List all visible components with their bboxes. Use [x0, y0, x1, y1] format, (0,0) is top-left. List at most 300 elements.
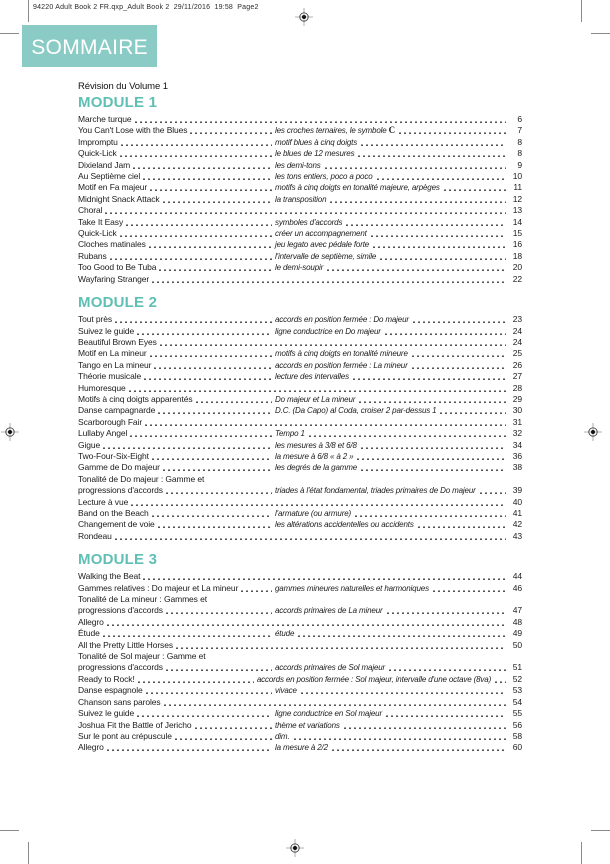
toc-entry-title: Ready to Rock!: [78, 673, 135, 684]
toc-row: [78, 440, 522, 451]
toc-entry-description: motif blues à cinq doigts: [275, 137, 358, 147]
toc-entry-head: [78, 674, 257, 685]
toc-entry-head: [78, 262, 275, 273]
toc-row: [78, 742, 522, 753]
toc-entry-description: ligne conductrice en Do majeur: [275, 326, 381, 336]
toc-row: [78, 497, 522, 508]
toc-entry-description: les mesures à 3/8 et 6/8: [275, 440, 357, 450]
toc-entry-page: 46: [512, 582, 522, 593]
toc-entry-page: 58: [512, 730, 522, 741]
toc-entry-title: Rubans: [78, 250, 107, 261]
leader-dots: [158, 526, 272, 529]
toc-entry-description: ligne conductrice en Sol majeur: [275, 709, 382, 719]
toc-entry-head: [78, 394, 275, 405]
toc-row: [78, 451, 522, 462]
leader-dots: [103, 635, 272, 638]
leader-dots: [175, 738, 272, 741]
toc-entry-page: 60: [512, 742, 522, 753]
toc-entry-title: Rondeau: [78, 530, 112, 541]
toc-row: [78, 314, 522, 325]
toc-row: [78, 531, 522, 542]
toc-entry-title: Walking the Beat: [78, 571, 141, 582]
module-heading: MODULE 1: [78, 94, 158, 111]
toc-row: [78, 239, 522, 250]
leader-dots: [154, 367, 272, 370]
toc-entry-description: les altérations accidentelles ou accidents: [275, 520, 414, 530]
toc-entry-page: 30: [512, 405, 522, 416]
leader-dots: [332, 749, 506, 752]
leader-dots: [480, 492, 506, 495]
leader-dots: [176, 647, 506, 650]
module-heading: MODULE 2: [78, 294, 158, 312]
crop-mark: [581, 842, 582, 864]
registration-mark-icon: [286, 839, 304, 857]
leader-dots: [107, 624, 506, 627]
toc-row: [78, 360, 522, 371]
toc-entry-page: 39: [512, 485, 522, 496]
toc-entry-page: 14: [512, 216, 522, 227]
toc-row: [78, 462, 522, 473]
toc-entry-head: [78, 326, 275, 337]
leader-dots: [357, 458, 506, 461]
leader-dots: [327, 269, 506, 272]
leader-dots: [413, 321, 506, 324]
leader-dots: [358, 155, 506, 158]
toc-entry-title: Beautiful Brown Eyes: [78, 336, 157, 347]
toc-entry-page: 42: [512, 519, 522, 530]
leader-dots: [158, 412, 272, 415]
leader-dots: [137, 333, 272, 336]
leader-dots: [115, 321, 272, 324]
toc-entry-description: accords en position fermée : Sol majeur, intervalle d'une octave (8va): [256, 674, 492, 684]
leader-dots: [130, 435, 272, 438]
leader-dots: [163, 201, 272, 204]
toc-row: [78, 383, 522, 394]
toc-entry-page: 25: [512, 348, 522, 359]
leader-dots: [377, 178, 507, 181]
toc-row: [78, 337, 522, 348]
toc-entry-head: [78, 451, 275, 462]
toc-entry-page: 13: [512, 205, 522, 216]
toc-entry-head: [78, 731, 275, 742]
toc-row: [78, 474, 522, 485]
toc-entry-description: créer un accompagnement: [275, 229, 367, 239]
toc-entry-title: Tonalité de La mineur : Gammes et: [78, 594, 207, 605]
leader-dots: [433, 590, 506, 593]
toc-entry-description: les degrés de la gamme: [275, 463, 358, 473]
toc-entry-title: Quick-Lick: [78, 228, 117, 239]
toc-entry-title: Théorie musicale: [78, 371, 142, 382]
toc-entry-page: 15: [512, 228, 522, 239]
leader-dots: [380, 258, 506, 261]
toc-entry-page: 12: [512, 193, 522, 204]
toc-entry-description: l'armature (ou armure): [275, 509, 352, 518]
toc-entry-description: accords primaires de La mineur: [275, 606, 383, 616]
leader-dots: [298, 635, 506, 638]
toc-entry-page: 27: [512, 371, 522, 382]
leader-dots: [440, 412, 506, 415]
leader-dots: [150, 189, 272, 192]
leader-dots: [355, 515, 506, 518]
toc-entry-description: thème et variations: [275, 720, 340, 730]
toc-entry-head: [78, 182, 275, 193]
crop-mark: [581, 0, 582, 22]
toc-entry-title: Midnight Snack Attack: [78, 193, 160, 204]
toc-entry-description: triades à l'état fondamental, triades primaires de Do majeur: [275, 486, 476, 496]
toc-entry-description: le demi-soupir: [275, 263, 324, 273]
leader-dots: [129, 390, 506, 393]
toc-entry-head: [78, 519, 275, 530]
toc-row: [78, 228, 522, 239]
toc-entry-description: les croches ternaires, le symbole C: [275, 125, 395, 136]
leader-dots: [444, 189, 506, 192]
toc-row: [78, 662, 522, 673]
toc-entry-head: [78, 194, 275, 205]
leader-dots: [138, 681, 254, 684]
toc-entry-page: 36: [512, 450, 522, 461]
leader-dots: [126, 224, 272, 227]
toc-row: [78, 697, 522, 708]
toc-entry-title: Sur le pont au crépuscule: [78, 730, 172, 741]
leader-dots: [133, 167, 272, 170]
toc-entry-head: [78, 125, 275, 136]
toc-row: [78, 251, 522, 262]
toc-entry-title: Dixieland Jam: [78, 159, 131, 170]
leader-dots: [387, 612, 506, 615]
toc-entry-head: [78, 314, 275, 325]
leader-dots: [149, 246, 272, 249]
toc-row: [78, 571, 522, 582]
leader-dots: [190, 132, 272, 135]
leader-dots: [145, 424, 506, 427]
leader-dots: [294, 738, 506, 741]
toc-entry-page: 48: [512, 616, 522, 627]
toc-entry-description: Do majeur et La mineur: [275, 394, 356, 404]
toc-entry-title: Motifs à cinq doigts apparentés: [78, 393, 193, 404]
toc-entry-title: Gigue: [78, 439, 101, 450]
leader-dots: [389, 669, 506, 672]
toc-entry-page: 16: [512, 239, 522, 250]
leader-dots: [150, 355, 272, 358]
toc-module: [78, 552, 522, 754]
toc-row: [78, 605, 522, 616]
leader-dots: [160, 344, 506, 347]
toc-entry-head: [78, 371, 275, 382]
toc-entry-head: [78, 171, 275, 182]
leader-dots: [166, 612, 272, 615]
toc-entry-description: D.C. (Da Capo) al Coda, croiser 2 par-dessus 1: [275, 406, 437, 416]
leader-dots: [373, 246, 506, 249]
toc-row: [78, 594, 522, 605]
crop-mark: [0, 33, 19, 34]
leader-dots: [361, 144, 506, 147]
toc-entry-description: étude: [275, 629, 295, 639]
toc-entry-description: les tons entiers, poco a poco: [275, 172, 373, 182]
leader-dots: [346, 224, 506, 227]
toc-row: [78, 685, 522, 696]
toc-row: [78, 114, 522, 125]
registration-mark-icon: [584, 423, 602, 441]
toc-entry-title: Scarborough Fair: [78, 416, 143, 427]
toc-entry-title: Joshua Fit the Battle of Jericho: [78, 719, 192, 730]
leader-dots: [146, 692, 272, 695]
toc-entry-head: [78, 708, 275, 719]
toc-entry-title: Impromptu: [78, 136, 118, 147]
toc-entry-page: 29: [512, 393, 522, 404]
toc-row: [78, 720, 522, 731]
leader-dots: [325, 167, 506, 170]
toc-entry-description: la mesure à 2/2: [275, 743, 328, 753]
toc-entry-title: Gammes relatives : Do majeur et La mineur: [78, 582, 239, 593]
toc-entry-description: la mesure à 6/8 « à 2 »: [275, 451, 354, 461]
leader-dots: [115, 538, 506, 541]
toc-entry-page: 7: [517, 125, 522, 136]
toc-entry-title: Changement de voie: [78, 519, 155, 530]
toc-entry-page: 43: [512, 530, 522, 541]
toc-entry-page: 10: [512, 171, 522, 182]
leader-dots: [399, 132, 506, 135]
leader-dots: [371, 235, 506, 238]
toc-entry-description: le blues de 12 mesures: [275, 149, 355, 159]
toc-entry-title: Quick-Lick: [78, 148, 117, 159]
toc-entry-title: Allegro: [78, 616, 104, 627]
leader-dots: [418, 526, 506, 529]
toc-entry-page: 47: [512, 605, 522, 616]
toc-entry-head: [78, 628, 275, 639]
toc-entry-title: Humoresque: [78, 382, 126, 393]
toc-entry-page: 53: [512, 685, 522, 696]
toc-entry-title: progressions d'accords: [78, 485, 163, 496]
toc-entry-title: Gamme de Do majeur: [78, 462, 160, 473]
leader-dots: [166, 669, 272, 672]
toc-row: [78, 651, 522, 662]
crop-mark: [591, 830, 610, 831]
toc-row: [78, 394, 522, 405]
toc-entry-description: accords primaires de Sol majeur: [275, 663, 386, 673]
leader-dots: [105, 212, 506, 215]
crop-mark: [28, 842, 29, 864]
leader-dots: [137, 715, 272, 718]
toc-entry-title: Motif en Fa majeur: [78, 182, 148, 193]
toc-row: [78, 640, 522, 651]
toc-row: [78, 348, 522, 359]
leader-dots: [103, 447, 272, 450]
toc-entry-page: 8: [517, 136, 522, 147]
toc-row: [78, 417, 522, 428]
toc-entry-page: 20: [512, 262, 522, 273]
toc-entry-head: [78, 348, 275, 359]
toc-content: [78, 81, 522, 754]
toc-entry-title: Marche turque: [78, 114, 132, 124]
toc-entry-page: 23: [512, 314, 522, 325]
leader-dots: [121, 144, 272, 147]
toc-entry-description: vivace: [275, 686, 297, 696]
toc-row: [78, 182, 522, 193]
leader-dots: [361, 447, 506, 450]
toc-row: [78, 326, 522, 337]
toc-modules: [78, 95, 522, 754]
crop-mark: [28, 0, 29, 22]
toc-module: [78, 295, 522, 542]
toc-entry-title: Two-Four-Six-Eight: [78, 450, 149, 461]
toc-entry-head: [78, 251, 275, 262]
toc-row: [78, 405, 522, 416]
toc-row: [78, 194, 522, 205]
toc-entry-head: [78, 228, 275, 239]
toc-entry-title: You Can't Lose with the Blues: [78, 125, 188, 136]
toc-entry-description: Tempo 1: [275, 429, 305, 439]
toc-row: [78, 171, 522, 182]
registration-mark-icon: [295, 8, 313, 26]
toc-entry-page: 49: [512, 628, 522, 639]
toc-row: [78, 262, 522, 273]
leader-dots: [107, 749, 272, 752]
toc-entry-page: 52: [512, 673, 522, 684]
toc-entry-head: [78, 742, 275, 753]
toc-row: [78, 217, 522, 228]
toc-entry-head: [78, 239, 275, 250]
leader-dots: [301, 692, 506, 695]
toc-entry-description: symboles d'accords: [275, 217, 343, 227]
toc-entry-title: Au Septième ciel: [78, 171, 141, 182]
toc-entry-title: progressions d'accords: [78, 662, 163, 673]
toc-row: [78, 628, 522, 639]
toc-module: [78, 95, 522, 285]
leader-dots: [361, 469, 506, 472]
toc-entry-title: progressions d'accords: [78, 605, 163, 616]
toc-entry-title: Cloches matinales: [78, 239, 146, 250]
toc-entry-page: 40: [512, 496, 522, 507]
toc-row: [78, 583, 522, 594]
toc-entry-title: Danse campagnarde: [78, 405, 156, 416]
toc-entry-page: 44: [512, 571, 522, 582]
toc-entry-head: [78, 405, 275, 416]
leader-dots: [143, 178, 272, 181]
leader-dots: [152, 458, 272, 461]
toc-entry-page: 22: [512, 273, 522, 284]
toc-entry-head: [78, 662, 275, 673]
toc-entry-description: les demi-tons: [275, 160, 321, 170]
toc-entry-page: 32: [512, 428, 522, 439]
leader-dots: [412, 367, 506, 370]
toc-entry-page: 54: [512, 696, 522, 707]
toc-entry-title: Tout près: [78, 314, 113, 325]
toc-entry-page: 34: [512, 439, 522, 450]
toc-entry-head: [78, 583, 275, 594]
toc-row: [78, 508, 522, 519]
toc-row: [78, 617, 522, 628]
toc-entry-head: [78, 440, 275, 451]
leader-dots: [152, 515, 272, 518]
toc-row: [78, 731, 522, 742]
toc-entry-page: 9: [517, 159, 522, 170]
toc-entry-title: Choral: [78, 205, 103, 216]
leader-dots: [386, 715, 506, 718]
toc-entry-description: lecture des intervalles: [275, 372, 349, 382]
leader-dots: [166, 492, 272, 495]
toc-entry-page: 28: [512, 382, 522, 393]
toc-entry-head: [78, 720, 275, 731]
toc-entry-title: Chanson sans paroles: [78, 696, 161, 707]
leader-dots: [120, 155, 272, 158]
toc-entry-title: Lullaby Angel: [78, 428, 128, 439]
toc-entry-head: [78, 160, 275, 171]
leader-dots: [412, 355, 506, 358]
toc-entry-title: All the Pretty Little Horses: [78, 639, 173, 650]
crop-mark: [591, 33, 610, 34]
toc-entry-page: 50: [512, 639, 522, 650]
toc-entry-head: [78, 508, 275, 519]
leader-dots: [164, 704, 506, 707]
toc-entry-description: gammes mineures naturelles et harmoniques: [275, 583, 429, 593]
leader-dots: [110, 258, 272, 261]
toc-entry-title: Wayfaring Stranger: [78, 273, 150, 284]
toc-entry-title: Allegro: [78, 742, 104, 753]
toc-entry-title: Tango en La mineur: [78, 359, 152, 370]
module-heading: MODULE 3: [78, 551, 158, 569]
leader-dots: [330, 201, 506, 204]
toc-entry-title: Lecture à vue: [78, 496, 129, 507]
toc-entry-title: Étude: [78, 628, 100, 639]
toc-entry-title: Suivez le guide: [78, 708, 135, 719]
leader-dots: [131, 504, 506, 507]
toc-row: [78, 148, 522, 159]
toc-row: [78, 160, 522, 171]
toc-entry-page: 11: [513, 182, 522, 193]
toc-entry-page: 6: [517, 114, 522, 124]
toc-entry-head: [78, 485, 275, 496]
toc-entry-page: 18: [512, 250, 522, 261]
toc-entry-title: Band on the Beach: [78, 508, 149, 518]
toc-row: [78, 708, 522, 719]
toc-entry-description: motifs à cinq doigts en tonalité mineure: [275, 349, 408, 359]
toc-entry-title: Motif en La mineur: [78, 348, 147, 359]
toc-row: [78, 274, 522, 285]
toc-row: [78, 371, 522, 382]
toc-entry-page: 26: [512, 359, 522, 370]
toc-row: [78, 205, 522, 216]
page-title: SOMMAIRE: [22, 25, 157, 67]
crop-mark: [0, 830, 19, 831]
leader-dots: [163, 469, 272, 472]
toc-entry-head: [78, 148, 275, 159]
leader-dots: [196, 401, 272, 404]
toc-entry-head: [78, 360, 275, 371]
toc-entry-description: accords en position fermée : La mineur: [275, 360, 408, 370]
toc-entry-page: 55: [512, 708, 522, 719]
leader-dots: [353, 378, 506, 381]
toc-entry-page: 56: [512, 719, 522, 730]
toc-entry-page: 8: [517, 148, 522, 159]
leader-dots: [159, 269, 272, 272]
leader-dots: [309, 435, 506, 438]
toc-entry-description: motifs à cinq doigts en tonalité majeure, arpèges: [275, 183, 440, 193]
toc-row: [78, 674, 522, 685]
leader-dots: [120, 235, 272, 238]
toc-entry-head: [78, 217, 275, 228]
toc-row: [78, 125, 522, 136]
toc-entry-title: Suivez le guide: [78, 325, 135, 336]
toc-entry-description: jeu legato avec pédale forte: [275, 240, 370, 250]
leader-dots: [359, 401, 506, 404]
leader-dots: [143, 578, 506, 581]
toc-entry-page: 41: [512, 508, 522, 518]
leader-dots: [152, 281, 506, 284]
leader-dots: [344, 727, 506, 730]
leader-dots: [385, 333, 506, 336]
toc-row: [78, 485, 522, 496]
leader-dots: [135, 121, 506, 124]
